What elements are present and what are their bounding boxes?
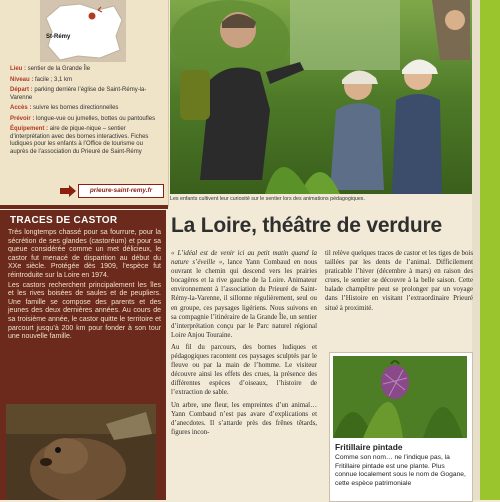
children-nature-photo — [170, 0, 472, 194]
info-label: Lieu : — [10, 66, 26, 72]
article-column-1 — [171, 249, 317, 440]
page-edge — [472, 0, 480, 500]
sidebar-body — [8, 229, 161, 343]
info-row-prevoir — [10, 116, 162, 124]
map-label: St-Rémy — [46, 34, 71, 40]
info-text: facile ; 3,1 km — [35, 76, 73, 83]
fritillaire-text: Comme son nom… ne l’indique pas, la Fritillaire pintade est une plante. Plus connue localement sous le nom de Gogane, cette espèce patrimoniale — [335, 454, 466, 487]
info-label: Équipement : — [10, 126, 49, 132]
article-text: , lance Yann Combaud en nous ouvrant le chemin qui descend vers les prairies bocagères et la rive gauche de la Loire. Animateur environnement à l’association du Prieuré de Saint-Rémy-la-Varenne, il sillonne régulièrement, seul ou en groupe, ces paysages ligériens. Nous suivons en sa compagnie l’itinéraire de la Grande Île, un sentier d’interprétation conçu par le Parc naturel régional Loire Anjou Touraine. — [171, 259, 318, 339]
info-row-acces — [10, 105, 162, 113]
info-label: Niveau : — [10, 76, 34, 83]
website-link[interactable]: prieure-saint-remy.fr — [78, 184, 164, 198]
article-headline: La Loire, théâtre de verdure — [171, 214, 442, 237]
arrow-right-icon — [60, 184, 76, 196]
sidebar-paragraph: Très longtemps chassé pour sa fourrure, pour la sécrétion de ses glandes (castoréum) et pour sa queue considérée comme un met délicieux, le castor fut menacé de disparition au début du XXe siècle. Protégée dès 1909, l’espèce fut réintroduite sur la Loire en 1974. — [8, 229, 161, 279]
info-label: Départ : — [10, 87, 33, 93]
article-paragraph: til relève quelques traces de castor et les tiges de bois taillées par les dents de l’animal. Difficilement praticable l’hiver (décembre à mars) en raison des crues, le sentier se découvre à la belle saison. Cette balade champêtre peut se prolonger par un voyage dans l’Histoire en visitant l’extraordinaire Prieuré situé à proximité. — [325, 250, 473, 312]
sidebar-title: TRACES DE CASTOR — [10, 215, 118, 226]
article-paragraph: Un arbre, une fleur, les empreintes d’un animal… Yann Combaud n’est pas avare d’explications et d’anecdotes. Il s’attarde près des frênes têtards, figures incon- — [171, 401, 317, 436]
article-column-2 — [325, 249, 473, 316]
info-text: aire de pique-nique – sentier d’interprétation avec des bornes interactives. Fiches ludiques pour les enfants à l’Office de tourisme ou auprès de l’association du Prieuré de Saint-Rémy — [10, 126, 149, 155]
info-row-niveau — [10, 77, 162, 85]
info-row-lieu — [10, 66, 162, 74]
info-row-equipement — [10, 126, 162, 156]
locator-map — [40, 0, 126, 62]
article-quote: « L’idéal est de venir ici au petit matin quand la nature s’éveille » — [171, 250, 317, 267]
info-row-depart — [10, 87, 162, 102]
fritillaire-title: Fritillaire pintade — [335, 442, 403, 452]
beaver-photo — [6, 404, 156, 500]
info-label: Prévoir : — [10, 115, 35, 122]
info-text: longue-vue ou jumelles, bottes ou pantoufles — [36, 115, 156, 122]
info-text: parking derrière l’église de Saint-Rémy-la-Varenne — [10, 87, 147, 101]
practical-info — [10, 66, 162, 159]
info-text: suivre les bornes directionnelles — [33, 105, 119, 111]
sidebar-paragraph: Les castors recherchent principalement les îles et les rives boisées de saules et de peupliers. Une famille se compose des parents et des jeunes des deux dernières années. Au cours de sa troisième année, le castor quitte le territoire et parcourt jusqu’à 200 km pour fonder à son tour une nouvelle famille. — [8, 281, 161, 341]
fritillaire-photo — [333, 356, 467, 438]
article-paragraph: Au fil du parcours, des bornes ludiques et pédagogiques racontent ces paysages sculptés par le fleuve ou par la main de l’homme. Le visiteur découvre ainsi les effets des crues, la présence des différentes espèces d’oiseaux, l’histoire de l’extraction de sable. — [171, 343, 317, 397]
divider — [0, 205, 168, 209]
photo-caption: Les enfants cultivent leur curiosité sur le sentier lors des animations pédagogiques. — [170, 196, 365, 202]
article-paragraph — [171, 249, 317, 340]
info-label: Accès : — [10, 105, 32, 111]
green-side-strip — [480, 0, 500, 500]
info-text: sentier de la Grande Île — [27, 66, 91, 72]
